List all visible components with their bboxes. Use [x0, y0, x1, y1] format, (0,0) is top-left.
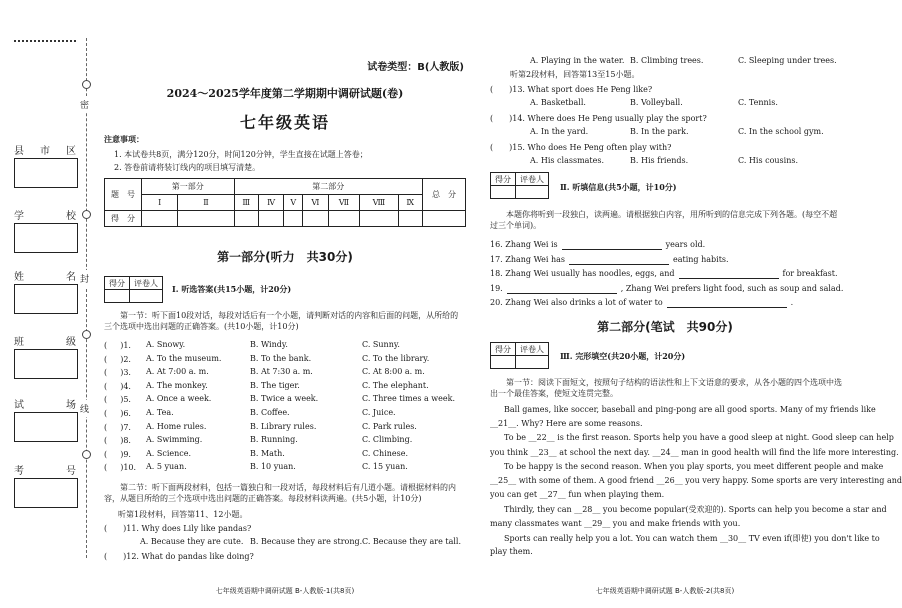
grader-name-cell[interactable]	[516, 186, 549, 199]
field-name: 姓 名	[14, 272, 76, 283]
field-class: 班 级	[14, 337, 76, 348]
material2-label: 听第2段材料，回答第13至15小题。	[510, 70, 640, 79]
score-cell[interactable]	[423, 211, 466, 227]
q11-option-b: B. Because they are strong.	[250, 537, 363, 546]
q11-option-a: A. Because they are cute.	[140, 537, 244, 546]
total-header: 总 分	[423, 179, 466, 211]
cloze-line: Ball games, like soccer, baseball and ping-pong are all good sports. Many of my friends like	[504, 405, 876, 414]
fill-question	[490, 298, 793, 308]
col-header: Ⅰ	[142, 195, 178, 211]
seal-char: 线	[80, 400, 89, 417]
col-header: Ⅳ	[258, 195, 283, 211]
answer-option-a: A. Science.	[146, 448, 192, 458]
question-14: ( )14. Where does He Peng usually play the sport?	[490, 114, 707, 123]
answer-option-c: C. At 8:00 a. m.	[362, 367, 425, 377]
grader-box	[490, 342, 549, 369]
note-1: 1. 本试卷共8页，满分120分，时间120分钟，学生直接在试题上答卷；	[114, 150, 368, 159]
grader-score-cell[interactable]	[105, 290, 130, 303]
answer-option-b: B. To the bank.	[250, 353, 312, 363]
question-number: ( )8.	[104, 436, 131, 446]
q14-option-c: C. In the school gym.	[738, 127, 824, 136]
field-room: 试 场	[14, 400, 76, 411]
answer-option-b: B. At 7:30 a. m.	[250, 367, 313, 377]
question-number: ( )4.	[104, 381, 131, 391]
grader-box	[490, 172, 549, 199]
grader-name-cell[interactable]	[130, 290, 163, 303]
seal-char: 密	[80, 96, 89, 113]
cloze-line: you think __23__ at school the next day. __24__ man in good health will find the life more interesting.	[490, 447, 899, 457]
cloze-line: play them.	[490, 547, 533, 556]
cloze-line: Sports can really help you a lot. You can watch them __30__ TV even if(即使) you don't like to	[504, 533, 880, 543]
col-header: Ⅱ	[178, 195, 234, 211]
part2-heading: 第二部分(笔试 共90分)	[597, 320, 733, 334]
cloze-line: many classmates want __29__ you and make friends with you.	[490, 518, 741, 528]
answer-blank[interactable]	[507, 284, 617, 294]
field-exam-number: 考 号	[14, 466, 76, 477]
grader-score-cell[interactable]	[491, 186, 516, 199]
field-name-box[interactable]	[14, 284, 78, 314]
answer-option-b: B. Coffee.	[250, 408, 290, 417]
fill-question-text: for breakfast.	[782, 269, 838, 278]
score-cell[interactable]	[360, 211, 398, 227]
answer-option-b: B. Library rules.	[250, 421, 317, 431]
q13-option-b: B. Volleyball.	[630, 98, 683, 107]
part1-heading: 第一部分(听力 共30分)	[217, 250, 353, 264]
section2-intro: 本题你将听到一段独白，读两遍。请根据独白内容，用所听到的信息完成下列各题。(每空不超过三个单词)。	[490, 210, 838, 230]
answer-option-a: A. Tea.	[146, 408, 174, 417]
question-number: ( )7.	[104, 422, 131, 432]
fill-question	[490, 255, 729, 265]
q13-option-a: A. Basketball.	[530, 98, 586, 107]
section3-intro: 第一节：阅读下面短文，按照句子结构的语法性和上下文语意的要求，从各小题的四个选项中选出一个最佳答案，使短文连贯完整。	[490, 378, 842, 398]
col-header: Ⅶ	[328, 195, 360, 211]
answer-blank[interactable]	[562, 240, 662, 250]
answer-option-c: C. To the library.	[362, 353, 430, 363]
q15-option-a: A. His classmates.	[530, 156, 605, 165]
col-header: Ⅷ	[360, 195, 398, 211]
col-header: Ⅸ	[398, 195, 423, 211]
score-cell[interactable]	[284, 211, 303, 227]
answer-option-a: A. Once a week.	[146, 394, 212, 404]
score-cell[interactable]	[258, 211, 283, 227]
grader-name-label: 评卷人	[516, 343, 549, 356]
section3-title: Ⅲ. 完形填空(共20小题，计20分)	[560, 351, 686, 361]
field-county: 县 市 区	[14, 146, 76, 157]
cloze-line: __25__ with some of them. A good friend __26__ you very happy. Some sports are very interesting and	[490, 476, 902, 485]
field-class-box[interactable]	[14, 349, 78, 379]
score-cell[interactable]	[142, 211, 178, 227]
answer-option-a: A. The monkey.	[146, 380, 208, 390]
punch-hole-icon	[82, 210, 91, 219]
row-label-score: 得 分	[105, 211, 142, 227]
page-footer: 七年级英语期中调研试题 B-人教版-2(共8页)	[595, 587, 735, 595]
grader-score-label: 得分	[105, 277, 130, 290]
col-header: Ⅵ	[303, 195, 328, 211]
fill-question	[490, 284, 843, 294]
note-2: 2. 答卷前请将装订线内的项目填写清楚。	[114, 163, 261, 172]
answer-option-a: A. At 7:00 a. m.	[146, 367, 209, 377]
field-county-box[interactable]	[14, 158, 78, 188]
field-room-box[interactable]	[14, 412, 78, 442]
fill-question-text: 18. Zhang Wei usually has noodles, eggs, and	[490, 269, 675, 278]
fill-question-text: 19.	[490, 283, 503, 293]
punch-hole-icon	[82, 450, 91, 459]
grader-score-label: 得分	[491, 173, 516, 186]
part2-header: 第二部分	[234, 179, 422, 195]
field-school-box[interactable]	[14, 223, 78, 253]
col-header: Ⅲ	[234, 195, 258, 211]
score-cell[interactable]	[398, 211, 423, 227]
answer-blank[interactable]	[667, 298, 787, 308]
answer-option-c: C. The elephant.	[362, 380, 429, 390]
binding-strip	[0, 0, 100, 608]
cloze-line: To be __22__ is the first reason. Sports help you have a good sleep at night. Good sleep can help	[504, 433, 894, 443]
answer-option-a: A. Snowy.	[146, 340, 186, 349]
fill-question-text: years old.	[665, 240, 706, 249]
fill-question-text: 16. Zhang Wei is	[490, 240, 558, 249]
cloze-line: To be happy is the second reason. When you play sports, you meet different people and make	[504, 461, 884, 471]
score-cell[interactable]	[303, 211, 328, 227]
grader-box	[104, 276, 163, 303]
answer-option-b: B. 10 yuan.	[250, 462, 296, 472]
answer-blank[interactable]	[679, 269, 779, 279]
notes-title: 注意事项：	[104, 134, 144, 144]
answer-option-c: C. Park rules.	[362, 421, 417, 431]
section1-intro: 第一节：听下面10段对话，每段对话后有一个小题，请判断对话的内容和后面的问题，从所给的三个选项中选出问题的正确答案。(共10小题，计10分)	[104, 311, 459, 331]
fill-question-text: .	[790, 298, 794, 307]
question-12: ( )12. What do pandas like doing?	[104, 552, 254, 561]
seal-char: 封	[80, 270, 89, 287]
q11-option-c: C. Because they are tall.	[362, 537, 461, 546]
grader-name-label: 评卷人	[130, 277, 163, 290]
section1-title: Ⅰ. 听选答案(共15小题，计20分)	[172, 284, 292, 294]
question-number: ( )6.	[104, 409, 131, 418]
answer-option-b: B. The tiger.	[250, 380, 300, 390]
paper-type: 试卷类型：B(人教版)	[367, 62, 464, 73]
answer-blank[interactable]	[569, 255, 669, 265]
answer-option-b: B. Windy.	[250, 340, 288, 349]
score-table	[104, 178, 466, 227]
answer-option-c: C. 15 yuan.	[362, 462, 408, 472]
cloze-line: Thirdly, they can __28__ you become popular(受欢迎的). Sports can help you become a star and	[504, 505, 887, 515]
answer-option-b: B. Twice a week.	[250, 394, 319, 404]
score-cell[interactable]	[178, 211, 234, 227]
q12-option-a: A. Playing in the water.	[530, 56, 625, 65]
question-15: ( )15. Who does He Peng often play with?	[490, 143, 672, 152]
q14-option-b: B. In the park.	[630, 127, 689, 136]
question-number: ( )10.	[104, 463, 137, 473]
question-13: ( )13. What sport does He Peng like?	[490, 85, 653, 94]
right-page	[480, 0, 902, 608]
fill-question-text: eating habits.	[673, 254, 729, 264]
question-number: ( )5.	[104, 395, 131, 405]
answer-option-a: A. Home rules.	[146, 421, 207, 431]
field-exam-number-box[interactable]	[14, 478, 78, 508]
grader-score-label: 得分	[491, 343, 516, 356]
subject-title: 七年级英语	[239, 113, 330, 132]
part1-header: 第一部分	[142, 179, 235, 195]
answer-option-c: C. Climbing.	[362, 435, 413, 445]
question-11: ( )11. Why does Lily like pandas?	[104, 524, 252, 533]
q13-option-c: C. Tennis.	[738, 98, 778, 107]
fill-question	[490, 240, 705, 250]
field-school: 学 校	[14, 211, 76, 222]
answer-option-c: C. Chinese.	[362, 448, 409, 458]
cloze-line: you can get __27__ fun when playing them.	[490, 490, 665, 500]
fill-question	[490, 269, 838, 279]
answer-option-a: A. To the museum.	[146, 353, 222, 363]
page-footer: 七年级英语期中调研试题 B-人教版-1(共8页)	[215, 587, 355, 595]
answer-option-a: A. 5 yuan.	[146, 462, 187, 472]
col-header: Ⅴ	[284, 195, 303, 211]
left-page	[100, 0, 470, 608]
answer-option-a: A. Swimming.	[146, 435, 203, 445]
score-cell[interactable]	[328, 211, 360, 227]
q12-option-b: B. Climbing trees.	[630, 56, 704, 65]
answer-option-c: C. Sunny.	[362, 340, 400, 349]
answer-option-b: B. Running.	[250, 435, 298, 445]
fill-question-text: , Zhang Wei prefers light food, such as soup and salad.	[620, 283, 844, 293]
punch-hole-icon	[82, 330, 91, 339]
q15-option-b: B. His friends.	[630, 156, 689, 165]
score-cell[interactable]	[234, 211, 258, 227]
grader-score-cell[interactable]	[491, 356, 516, 369]
question-number: ( )2.	[104, 354, 131, 364]
grader-name-cell[interactable]	[516, 356, 549, 369]
section2-intro: 第二节：听下面两段材料，包括一篇独白和一段对话，每段材料后有几道小题。请根据材料的内容，从题目所给的三个选项中选出问题的正确答案。每段材料读两遍。(共5小题，计10分)	[104, 483, 456, 503]
question-number: ( )9.	[104, 449, 131, 459]
row-label-number: 题 号	[105, 179, 142, 211]
decorative-border	[14, 40, 76, 52]
punch-hole-icon	[82, 80, 91, 89]
q14-option-a: A. In the yard.	[530, 127, 589, 136]
section2-title: Ⅱ. 听填信息(共5小题，计10分)	[560, 182, 677, 192]
q12-option-c: C. Sleeping under trees.	[738, 56, 837, 65]
cloze-line: __21__. Why? Here are some reasons.	[490, 419, 643, 429]
answer-option-c: C. Juice.	[362, 408, 396, 417]
fill-question-text: 17. Zhang Wei has	[490, 254, 565, 264]
q15-option-c: C. His cousins.	[738, 156, 799, 165]
question-number: ( )3.	[104, 368, 131, 378]
grader-name-label: 评卷人	[516, 173, 549, 186]
answer-option-b: B. Math.	[250, 448, 285, 458]
answer-option-c: C. Three times a week.	[362, 394, 456, 404]
material1-label: 听第1段材料，回答第11、12小题。	[118, 510, 248, 519]
fill-question-text: 20. Zhang Wei also drinks a lot of water to	[490, 298, 663, 307]
question-number: ( )1.	[104, 341, 131, 350]
exam-title: 2024～2025学年度第二学期期中调研试题(卷)	[166, 87, 404, 100]
seal-line	[86, 38, 87, 558]
